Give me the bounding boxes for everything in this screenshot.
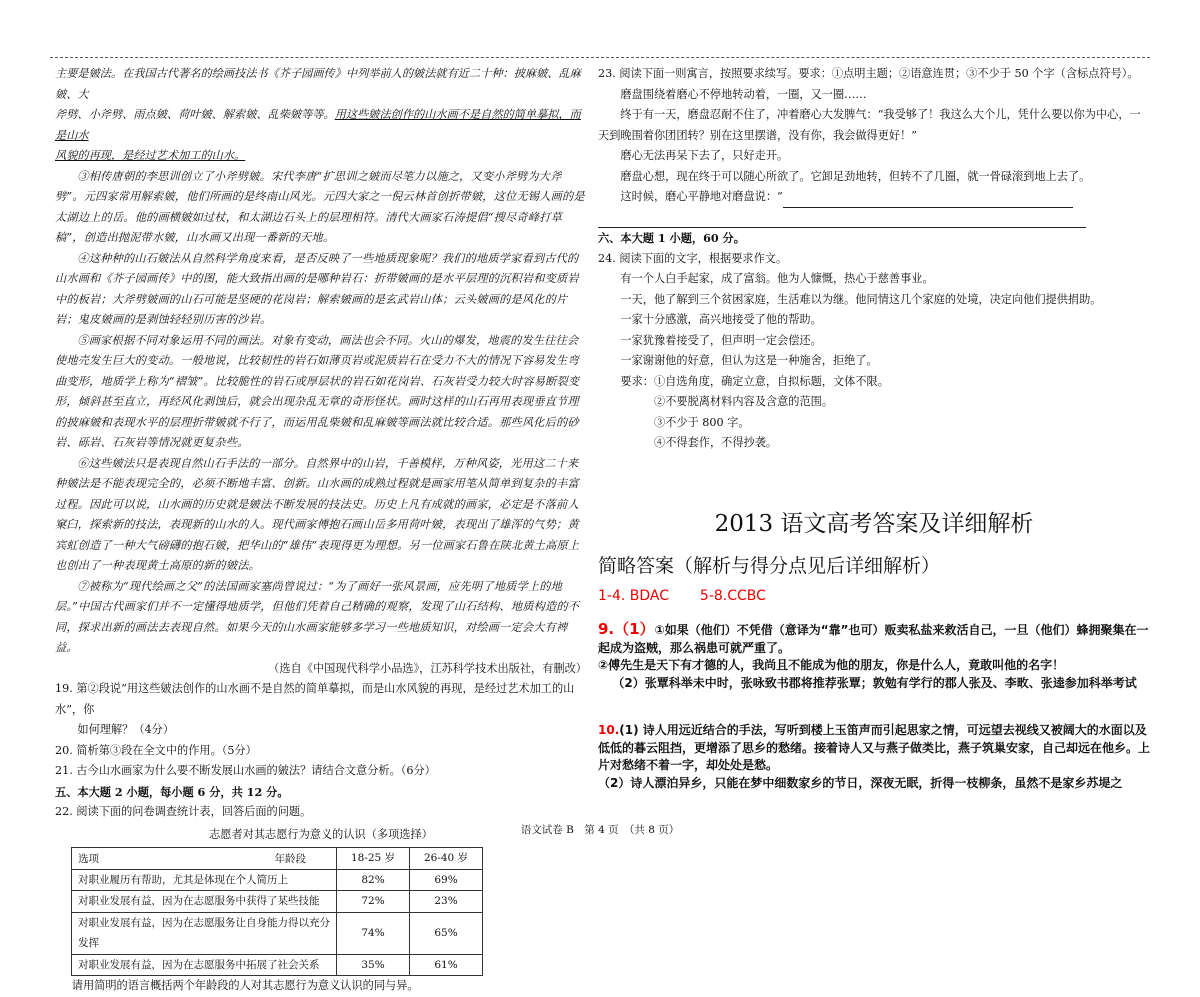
para-5: ⑤画家根据不同对象运用不同的画法。对象有变动，画法也会不同。火山的爆发，地震的发生往往会使地壳发生巨大的变动。一般地说，比较韧性的岩石如薄页岩或泥质岩石在受力不大的情况下容易发生弯曲变形，地质学上称为“褶皱”。比较脆性的岩石或厚层状的岩石如花岗岩、石灰岩受力较大时容易断裂变形，倾斜甚至直立，再经风化剥蚀后，就会出现杂乱无章的奇形怪状。画时这样的山石再用表现垂直节理的披麻皴和表现水平的层理折带皴就不行了，而运用乱柴皴和乱麻皴等画法就比较合适。那些风化后的砂岩、砾岩、石灰岩等情况就更复杂些。 <box>55 333 580 449</box>
answer-9-number: 9.（1） <box>598 620 655 638</box>
requirement-1: 要求：①自选角度，确定立意，自拟标题，文体不限。 <box>620 374 889 388</box>
row-value-b: 69% <box>410 869 483 891</box>
question-24: 24. 阅读下面的文字，根据要求作文。 <box>598 251 788 265</box>
answer-10-part-1: 10.(1) 诗人用远近结合的手法，写听到楼上玉笛声而引起思家之情，可远望去视线又被阔大的水面以及低低的暮云阻挡，更增添了思乡的愁绪。接着诗人又与燕子做类比，燕子筑巢安家，自己却远在他乡。上片对愁绪不着一字，却处处是愁。 <box>598 723 1151 772</box>
answer-9-line-1: 9.（1）①如果（他们）不凭借（意译为“靠”也可）贩卖私盐来救活自己，一旦（他们）蜂拥聚集在一起成为盗贼，那么祸患可就严重了。 <box>598 620 1149 655</box>
question-21: 21. 古今山水画家为什么要不断发展山水画的皴法？请结合文意分析。（6分） <box>55 764 436 777</box>
answer-10 <box>598 722 1154 792</box>
section-6-heading: 六、本大题 1 小题，60 分。 <box>598 231 745 245</box>
question-19: 19. 第②段说“用这些皴法创作的山水画不是自然的简单摹拟，而是山水风貌的再现，是经过艺术加工的山水”，你 <box>55 682 575 716</box>
para-2-line: 主要是皴法。在我国古代著名的绘画技法书《芥子园画传》中列举前人的皴法就有近二十种：披麻皴、乱麻皴、大 <box>55 67 581 101</box>
requirement-3: ③不少于 800 字。 <box>654 415 750 429</box>
row-label: 对职业发展有益，因为在志愿服务中获得了某些技能 <box>72 891 337 913</box>
row-label: 对职业履历有帮助，尤其是体现在个人简历上 <box>72 869 337 891</box>
row-value-a: 74% <box>337 912 410 954</box>
requirement-2: ②不要脱离材料内容及含意的范围。 <box>654 395 834 408</box>
answer-9-line-2: ②傅先生是天下有才德的人，我尚且不能成为他的朋友，你是什么人，竟敢叫他的名字！ <box>598 658 1065 672</box>
section-5-heading: 五、本大题 2 小题，每小题 6 分，共 12 分。 <box>55 784 289 799</box>
page-footer: 语文试卷 B 第 4 页 （共 8 页） <box>520 824 680 836</box>
row-label: 对职业发展有益，因为在志愿服务中拓展了社会关系 <box>72 954 337 976</box>
row-value-b: 61% <box>410 954 483 976</box>
question-19-cont: 如何理解？（4分） <box>77 723 175 736</box>
row-value-a: 82% <box>337 869 410 891</box>
story-line-5: 这时候，磨心平静地对磨盘说：“ <box>598 187 1150 208</box>
header-age: 年龄段 <box>274 853 306 865</box>
header-col-2: 26-40 岁 <box>410 848 483 870</box>
story-line-2: 终于有一天，磨盘忍耐不住了，冲着磨心大发脾气：“我受够了！我这么大个儿，凭什么要以你为中心，一天到晚围着你团团转？别在这里摆谱，没有你，我会做得更好！” <box>598 108 1141 142</box>
row-value-b: 23% <box>410 891 483 913</box>
underlined-sentence-end: 风貌的再现，是经过艺术加工的山水。 <box>55 149 246 162</box>
answer-blank-2 <box>598 215 1086 228</box>
header-col-1: 18-25 岁 <box>337 848 410 870</box>
table-row <box>72 954 483 976</box>
survey-table <box>71 847 483 976</box>
material-line-3: 一家十分感激，高兴地接受了他的帮助。 <box>620 313 822 326</box>
para-6: ⑥这些皴法只是表现自然山石手法的一部分。自然界中的山岩，千善模样，万种风姿，光用这二十来种皴法是不能表现完全的，必须不断地丰富、创新。山水画的成熟过程就是画家用笔从简单到复杂的丰富过程。因此可以说，山水画的历史就是皴法不断发展的技法史。历史上凡有成就的画家，必定是不落前人窠臼，探索新的技法，表现新的山水的人。现代画家傅抱石画山岳多用荷叶皴，表现出了雄浑的气势；黄宾虹创造了一种大气磅礴的抱石皴，把华山的“雄伟”表现得更为理想。另一位画家石鲁在陕北黄土高原上也创出了一种表现黄土高原的新的皴法。 <box>55 456 580 572</box>
answer-9-line-3: （2）张覃科举未中时，张咏致书郡将推荐张覃；敦勉有学行的郡人张及、李畋、张逵参加科举考试 <box>612 675 1137 690</box>
table-header-row <box>72 848 483 870</box>
table-row <box>72 891 483 913</box>
question-22: 22. 阅读下面的问卷调查统计表，回答后面的问题。 <box>55 805 312 818</box>
para-3: ③相传唐朝的李思训创立了小斧劈皴。宋代李唐“扩思训之皴而尽笔力以施之，又变小斧劈为大斧劈”。元四家常用解索皴，他们所画的是终南山风光。元四大家之一倪云林首创折带皴，这位无锡人画的是太湖边上的岳。他的画横皴如过杖，和太湖边石头上的层理相符。清代大画家石涛提倡“搜尽奇峰打草稿”，创造出抛泥带水皴，山水画又出现一番新的天地。 <box>55 169 585 244</box>
answers-subtitle: 简略答案（解析与得分点见后详细解析） <box>598 555 941 577</box>
source-citation: （选自《中国现代科学小品选》，江苏科学技术出版社，有删改） <box>268 661 587 675</box>
row-value-a: 35% <box>337 954 410 976</box>
material-line-4: 一家犹豫着接受了，但声明一定会偿还。 <box>620 333 822 347</box>
question-20: 20. 简析第③段在全文中的作用。（5分） <box>55 743 257 757</box>
para-2-line-c <box>55 146 587 167</box>
answer-9 <box>598 621 1154 692</box>
answers-title: 2013 语文高考答案及详细解析 <box>714 511 1034 537</box>
table-header-diag <box>72 848 337 870</box>
underlined-sentence: 用这些皴法创作的山水画不是自然的简单摹拟，而是山水 <box>55 108 581 142</box>
requirement-4: ④不得套作，不得抄袭。 <box>654 436 778 449</box>
question-23: 23. 阅读下面一则寓言，按照要求续写。要求：①点明主题；②语意连贯；③不少于 50 个字（含标点符号）。 <box>598 67 1139 80</box>
table-row <box>72 912 483 954</box>
answer-10-number: 10. <box>598 723 620 737</box>
question-22-prompt: 请用简明的语言概括两个年龄段的人对其志愿行为意义认识的同与异。 <box>71 979 419 992</box>
mc-answers-5-8: 5-8.CCBC <box>699 588 766 604</box>
header-option: 选项 <box>78 853 99 865</box>
answer-10-part-2: （2）诗人漂泊异乡，只能在梦中细数家乡的节日，深夜无眠，折得一枝柳条，虽然不是家乡苏堤之 <box>598 775 1123 790</box>
para-7: ⑦被称为“现代绘画之父”的法国画家塞尚曾说过：“为了画好一张风景画，应先明了地质学上的地层。”中国古代画家们并不一定懂得地质学，但他们凭着自己精确的观察，发现了山石结构、地质构造的不同，探求出新的画法去表现自然。如果今天的山水画家能够多学习一些地质知识，对绘画一定会大有裨益。 <box>55 579 580 654</box>
row-value-b: 65% <box>410 912 483 954</box>
story-line-1: 磨盘围绕着磨心不停地转动着，一圈，又一圈…… <box>620 87 867 101</box>
left-column <box>55 64 587 997</box>
material-line-5: 一家谢谢他的好意，但认为这是一种施舍，拒绝了。 <box>620 354 878 367</box>
mc-answers-1-4: 1-4. BDAC <box>598 588 670 604</box>
header-rule <box>50 57 1150 58</box>
table-row <box>72 869 483 891</box>
answer-blank-row <box>598 208 1150 229</box>
para-2-line-b: 斧劈、小斧劈、雨点皴、荷叶皴、解索皴、乱柴皴等等。用这些皴法创作的山水画不是自然的简单摹拟，而是山水 <box>55 108 581 142</box>
material-line-2: 一天，他了解到三个贫困家庭，生活难以为继。他同情这几个家庭的处境，决定向他们提供捐助。 <box>620 292 1102 306</box>
right-column <box>598 64 1150 454</box>
mc-answers <box>598 588 766 604</box>
material-line-1: 有一个人白手起家，成了富翁。他为人慷慨，热心于慈善事业。 <box>620 272 934 285</box>
para-4: ④这种种的山石皴法从自然科学角度来看，是否反映了一些地质现象呢？我们的地质学家看到古代的山水画和《芥子园画传》中的图，能大致指出画的是哪种岩石：折带皴画的是水平层理的沉积岩和变质岩中的板岩；大斧劈皴画的山石可能是坚硬的花岗岩；解索皴画的是玄武岩山体；云头皴画的是风化的片岩；鬼皮皴画的是剥蚀轻轻别历害的沙岩。 <box>55 251 579 326</box>
table-caption: 志愿者对其志愿行为意义的认识（多项选择） <box>209 827 433 841</box>
row-label: 对职业发展有益，因为在志愿服务让自身能力得以充分发挥 <box>72 912 337 954</box>
story-line-3: 磨心无法再呆下去了，只好走开。 <box>620 149 789 162</box>
answer-blank-1 <box>783 195 1073 208</box>
row-value-a: 72% <box>337 891 410 913</box>
story-line-4: 磨盘心想，现在终于可以随心所欲了。它卸足劲地转，但转不了几圈，就一骨碌滚到地上去了。 <box>620 169 1091 183</box>
